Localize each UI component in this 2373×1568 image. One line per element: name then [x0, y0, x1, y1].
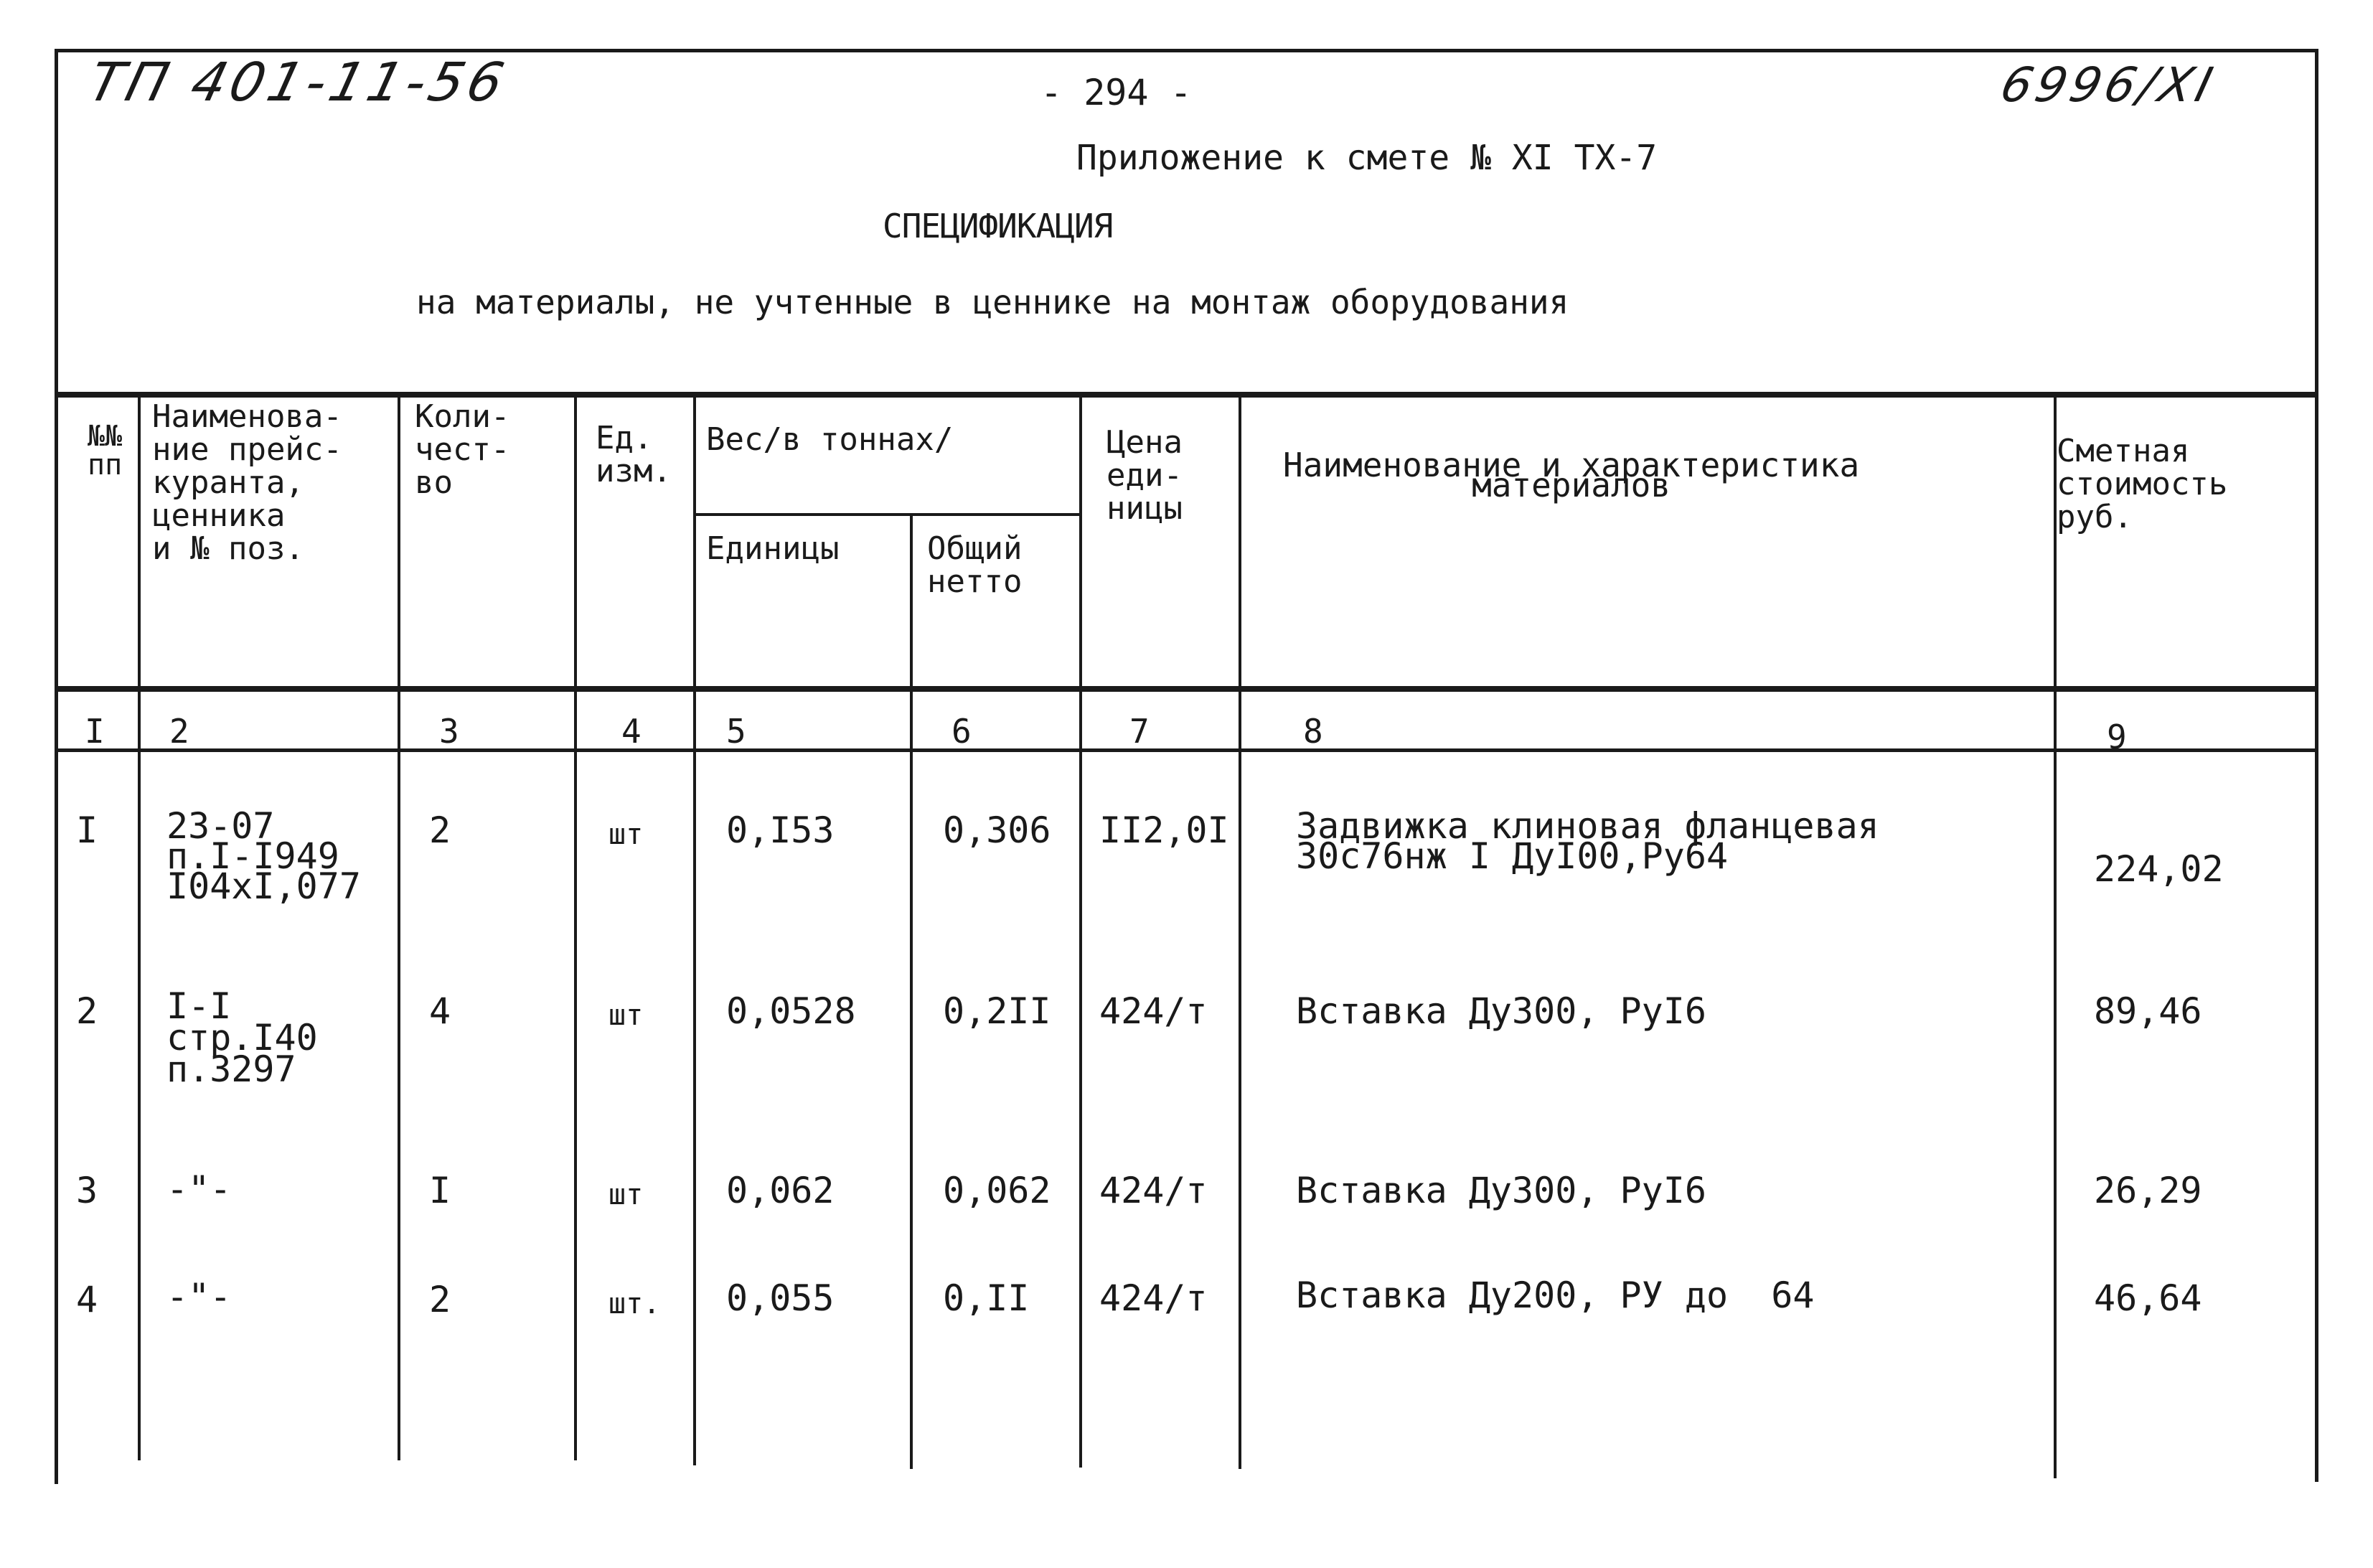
column-number: 6 — [951, 712, 972, 751]
estimated-cost: 89,46 — [2094, 990, 2202, 1032]
row-number: 3 — [76, 1170, 98, 1211]
appendix-line: Приложение к смете № XI ТХ-7 — [1076, 138, 1658, 178]
price-list-reference: -"- — [166, 1168, 232, 1210]
header-material-description: Наименование и характеристика материалов — [1283, 446, 1860, 504]
material-description: Вставка Ду300, РуI6 — [1296, 1170, 1706, 1211]
column-number: 9 — [2107, 718, 2127, 756]
weight-per-unit: 0,062 — [726, 1170, 835, 1211]
unit: шт — [608, 1178, 644, 1211]
quantity: 2 — [429, 1279, 451, 1320]
column-number: 8 — [1303, 712, 1323, 751]
header-weight-total: Общий нетто — [927, 530, 1023, 600]
column-divider — [1079, 395, 1082, 1468]
header-quantity: Коли- чест- во — [415, 398, 510, 501]
sheet-code: 6996/XI — [1995, 57, 2222, 113]
column-divider — [1239, 395, 1241, 1469]
column-divider — [398, 395, 400, 1460]
specification-subtitle: на материалы, не учтенные в ценнике на монтаж оборудования — [416, 283, 1569, 321]
price-list-reference: -"- — [166, 1276, 232, 1318]
column-number: I — [85, 712, 105, 751]
quantity: 2 — [429, 809, 451, 851]
price-list-reference: I-I стр.I40 п.3297 — [166, 985, 318, 1090]
price-list-reference: 23-07 п.I-I949 I04xI,077 — [166, 805, 361, 907]
header-bottom-rule — [57, 686, 2318, 692]
material-description: Вставка Ду200, РУ до 64 — [1296, 1274, 1815, 1316]
column-number-rule — [57, 748, 2318, 752]
estimated-cost: 26,29 — [2094, 1170, 2202, 1211]
header-weight-group: Вес/в тоннах/ — [706, 421, 954, 458]
weight-total: 0,II — [943, 1277, 1030, 1319]
estimated-cost: 224,02 — [2094, 848, 2224, 890]
column-number: 3 — [439, 712, 459, 751]
quantity: 4 — [429, 990, 451, 1032]
material-description: Задвижка клиновая фланцевая 30с76нж I ДуI00,Ру64 — [1296, 805, 1879, 877]
document-code: ТП 401-11-56 — [83, 52, 514, 113]
unit: шт — [608, 999, 644, 1032]
row-number: I — [76, 809, 98, 851]
column-divider — [693, 395, 696, 1465]
unit-price: 424/т — [1099, 1170, 1208, 1211]
weight-total: 0,062 — [943, 1170, 1051, 1211]
weight-per-unit: 0,I53 — [726, 809, 835, 851]
header-row-number: №№ пп — [88, 420, 123, 482]
page-number: - 294 - — [1040, 72, 1192, 113]
column-number: 4 — [621, 712, 642, 751]
weight-total: 0,306 — [943, 809, 1051, 851]
column-divider — [910, 515, 913, 1469]
header-unit-price: Цена еди- ницы — [1106, 424, 1183, 527]
specification-title: СПЕЦИФИКАЦИЯ — [883, 207, 1113, 245]
material-description: Вставка Ду300, РуI6 — [1296, 990, 1706, 1032]
unit-price: 424/т — [1099, 1277, 1208, 1319]
column-number: 2 — [169, 712, 189, 751]
weight-group-rule — [693, 513, 1081, 516]
table-top-rule — [55, 392, 2318, 398]
estimated-cost: 46,64 — [2094, 1277, 2202, 1319]
weight-total: 0,2II — [943, 990, 1051, 1032]
header-price-list-reference: Наименова- ние прейс- куранта, ценника и № поз. — [152, 398, 342, 567]
unit-price: 424/т — [1099, 990, 1208, 1032]
quantity: I — [429, 1170, 451, 1211]
unit: шт. — [608, 1287, 661, 1320]
unit: шт — [608, 818, 644, 851]
weight-per-unit: 0,0528 — [726, 990, 856, 1032]
header-unit: Ед. изм. — [596, 420, 672, 489]
column-divider — [2054, 395, 2057, 1478]
row-number: 4 — [76, 1279, 98, 1320]
weight-per-unit: 0,055 — [726, 1277, 835, 1319]
header-estimated-cost: Сметная стоимость руб. — [2057, 433, 2228, 535]
column-number: 5 — [726, 712, 746, 751]
header-weight-per-unit: Единицы — [706, 530, 840, 567]
column-divider — [574, 395, 577, 1460]
unit-price: II2,0I — [1099, 809, 1229, 851]
column-number: 7 — [1129, 712, 1150, 751]
column-divider — [138, 395, 141, 1460]
row-number: 2 — [76, 990, 98, 1032]
frame-right-border — [2315, 49, 2318, 1482]
frame-left-border — [55, 49, 58, 1484]
